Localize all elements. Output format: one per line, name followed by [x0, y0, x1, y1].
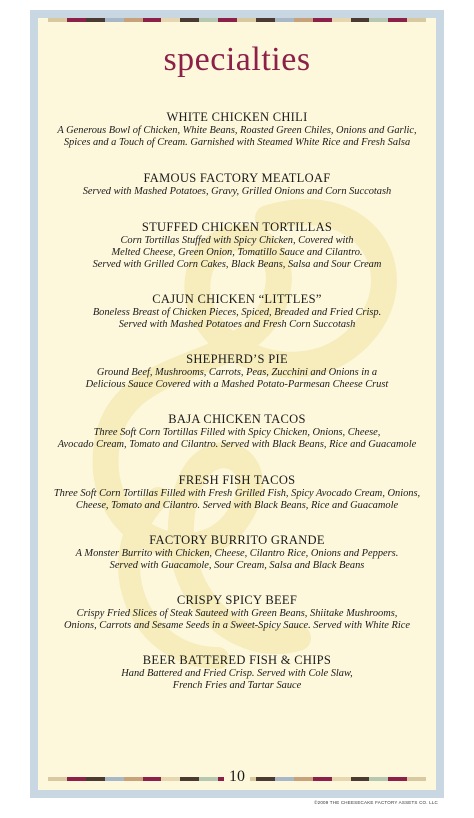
stripe-segment — [124, 18, 143, 22]
menu-panel — [38, 18, 436, 790]
description-line: Ground Beef, Mushrooms, Carrots, Peas, Zucchini and Onions in a — [96, 367, 378, 378]
stripe-segment — [369, 18, 388, 22]
menu-item-name: CAJUN CHICKEN “LITTLES” — [152, 292, 322, 306]
menu-item-name: SHEPHERD’S PIE — [186, 352, 288, 366]
menu-item-description — [38, 125, 436, 149]
menu-item-name: FAMOUS FACTORY MEATLOAF — [143, 171, 331, 185]
menu-item — [38, 412, 436, 451]
page-number-area — [38, 767, 436, 787]
description-line: A Generous Bowl of Chicken, White Beans, Roasted Green Chiles, Onions and Garlic, — [57, 125, 417, 136]
description-line: Hand Battered and Fried Crisp. Served with Cole Slaw, — [121, 668, 353, 679]
stripe-segment — [86, 18, 105, 22]
menu-item — [38, 292, 436, 331]
stripe-segment — [237, 18, 256, 22]
menu-item-description — [38, 307, 436, 331]
page-number: 10 — [224, 767, 250, 787]
description-line: Delicious Sauce Covered with a Mashed Potato-Parmesan Cheese Crust — [85, 379, 389, 390]
menu-item-name: FRESH FISH TACOS — [178, 473, 296, 487]
description-line: Served with Mashed Potatoes, Gravy, Grilled Onions and Corn Succotash — [82, 186, 392, 197]
description-line: Served with Mashed Potatoes and Fresh Corn Succotash — [118, 319, 356, 330]
menu-item — [38, 593, 436, 632]
menu-item-name: STUFFED CHICKEN TORTILLAS — [141, 220, 333, 234]
menu-item-description — [38, 548, 436, 572]
stripe-segment — [275, 18, 294, 22]
menu-item — [38, 473, 436, 512]
menu-item — [38, 220, 436, 271]
description-line: Melted Cheese, Green Onion, Tomatillo Sauce and Cilantro. — [111, 247, 363, 258]
description-line: Three Soft Corn Tortillas Filled with Spicy Chicken, Onions, Cheese, — [93, 427, 381, 438]
menu-item — [38, 110, 436, 149]
stripe-segment — [199, 18, 218, 22]
stripe-segment — [351, 18, 370, 22]
menu-item — [38, 533, 436, 572]
menu-item-name: BAJA CHICKEN TACOS — [168, 412, 306, 426]
stripe-segment — [294, 18, 313, 22]
menu-item — [38, 352, 436, 391]
menu-item-description — [38, 488, 436, 512]
menu-item — [38, 171, 436, 198]
description-line: Boneless Breast of Chicken Pieces, Spiced, Breaded and Fried Crisp. — [92, 307, 382, 318]
description-line: Crispy Fried Slices of Steak Sauteed with Green Beans, Shiitake Mushrooms, — [76, 608, 398, 619]
description-line: Avocado Cream, Tomato and Cilantro. Served with Black Beans, Rice and Guacamole — [57, 439, 417, 450]
stripe-segment — [143, 18, 162, 22]
menu-item-description — [38, 367, 436, 391]
menu-item-description — [38, 235, 436, 271]
menu-item-name: CRISPY SPICY BEEF — [176, 593, 298, 607]
description-line: Cheese, Tomato and Cilantro. Served with Black Beans, Rice and Guacamole — [75, 500, 399, 511]
stripe-segment — [313, 18, 332, 22]
description-line: Onions, Carrots and Sesame Seeds in a Sweet-Spicy Sauce. Served with White Rice — [64, 620, 410, 631]
menu-item-description — [38, 427, 436, 451]
stripe-segment — [407, 18, 426, 22]
menu-item-description — [38, 608, 436, 632]
menu-item — [38, 653, 436, 692]
description-line: Three Soft Corn Tortillas Filled with Fresh Grilled Fish, Spicy Avocado Cream, Onions, — [53, 488, 421, 499]
description-line: Spices and a Touch of Cream. Garnished with Steamed White Rice and Fresh Salsa — [63, 137, 411, 148]
stripe-segment — [161, 18, 180, 22]
page-title: specialties — [163, 41, 311, 78]
description-line: Corn Tortillas Stuffed with Spicy Chicken, Covered with — [120, 235, 354, 246]
description-line: A Monster Burrito with Chicken, Cheese, Cilantro Rice, Onions and Peppers. — [75, 548, 399, 559]
stripe-segment — [48, 18, 67, 22]
stripe-segment — [256, 18, 275, 22]
menu-item-name: BEER BATTERED FISH & CHIPS — [142, 653, 332, 667]
stripe-segment — [67, 18, 86, 22]
menu-item-description — [38, 186, 436, 198]
stripe-segment — [218, 18, 237, 22]
description-line: French Fries and Tartar Sauce — [172, 680, 302, 691]
description-line: Served with Grilled Corn Cakes, Black Beans, Salsa and Sour Cream — [92, 259, 382, 270]
stripe-segment — [332, 18, 351, 22]
description-line: Served with Guacamole, Sour Cream, Salsa and Black Beans — [109, 560, 365, 571]
menu-item-name: FACTORY BURRITO GRANDE — [149, 533, 325, 547]
menu-item-name: WHITE CHICKEN CHILI — [166, 110, 308, 124]
copyright-notice: ©2009 THE CHEESECAKE FACTORY ASSETS CO. LLC — [314, 800, 438, 805]
stripe-segment — [105, 18, 124, 22]
stripe-segment — [180, 18, 199, 22]
top-color-stripe — [48, 18, 426, 22]
menu-item-description — [38, 668, 436, 692]
stripe-segment — [388, 18, 407, 22]
